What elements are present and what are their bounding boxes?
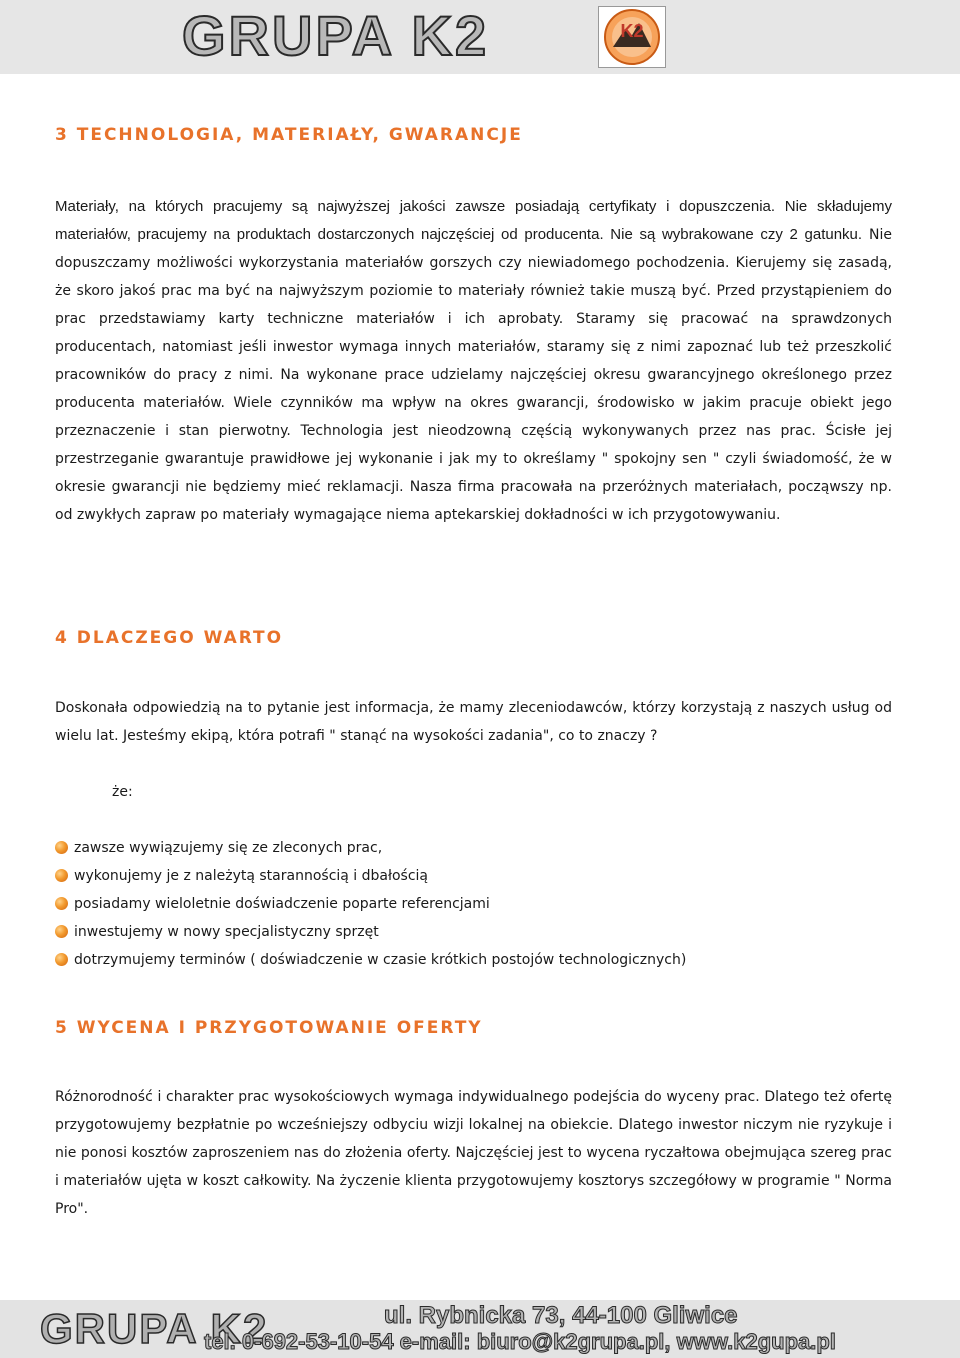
section-3-paragraph-part1: Materiały, na których pracujemy są najwyższej jakości zawsze posiadają certyfikaty i dopuszczenia. Nie składujemy materiałów, pracujemy na produktach dostarczonych najczęściej od producenta. Nie są wybrakowane czy 2 gatunku. [55, 198, 892, 243]
section-4-heading: 4 DLACZEGO WARTO [55, 628, 284, 648]
list-item: dotrzymujemy terminów ( doświadczenie w czasie krótkich postojów technologicznych) [55, 946, 686, 974]
section-5-heading: 5 WYCENA I PRZYGOTOWANIE OFERTY [55, 1018, 483, 1038]
list-item: inwestujemy w nowy specjalistyczny sprzęt [55, 918, 686, 946]
section-5-paragraph: Różnorodność i charakter prac wysokościowych wymaga indywidualnego podejścia do wyceny prac. Dlatego też ofertę przygotowujemy bezpłatnie po wcześniejszy odbyciu wizji lokalnej na obiekcie. Dlatego inwestor niczym nie ryzykuje i nie ponosi kosztów zaproszeniem nas do złożenia oferty. Najczęściej jest to wycena ryczałtowa obejmująca szereg prac i materiałów ujęta w koszt całkowity. Na życzenie klienta przygotowujemy kosztorys szczegółowy w programie " Norma Pro". [55, 1089, 892, 1217]
footer-address: ul. Rybnicka 73, 44-100 Gliwice [384, 1302, 738, 1329]
list-item: posiadamy wieloletnie doświadczenie poparte referencjami [55, 890, 686, 918]
section-3-heading: 3 TECHNOLOGIA, MATERIAŁY, GWARANCJE [55, 125, 523, 145]
footer-company-logo: GRUPA K2 [40, 1305, 269, 1352]
k2-badge-logo [598, 6, 666, 68]
page-footer [0, 1300, 960, 1358]
section-4-paragraph: Doskonała odpowiedzią na to pytanie jest informacja, że mamy zleceniodawców, którzy korzystają z naszych usług od wielu lat. Jesteśmy ekipą, która potrafi " stanąć na wysokości zadania", co to znaczy ? [55, 700, 892, 744]
footer-contact: tel. 0-692-53-10-54 e-mail: biuro@k2grupa.pl, www.k2gupa.pl [204, 1329, 836, 1354]
orange-bullet-icon [55, 897, 68, 910]
section-3-paragraph-part2: Nie dopuszczamy możliwości wykorzystania materiałów gorszych czy niewiadomego pochodzenia. Kierujemy się zasadą, że skoro jakoś prac ma być na najwyższym poziomie to materiały również takie muszą być. Przed przystąpieniem do prac przedstawiamy karty techniczne materiałów i ich aprobaty. Staramy się pracować na sprawdzonych producentach, natomiast jeśli inwestor wymaga innych materiałów, staramy się z nimi zapoznać lub też przeszkolić pracowników do pracy z nimi. Na wykonane prace udzielamy najczęściej okresu gwarancyjnego określonego przez producenta materiałów. Wiele czynników ma wpływ na okres gwarancji, środowisko w jakim pracuje obiekt jego przeznaczenie i stan pierwotny. Technologia jest nieodzowną częścią wykonywanych przez nas prac. Ścisłe jej przestrzeganie gwarantuje prawidłowe jej wykonanie i jak my to określamy " spokojny sen " czyli świadomość, że w okresie gwarancji nie będziemy mieć reklamacji. Nasza firma pracowała na przeróżnych materiałach, począwszy np. od zwykłych zapraw po materiały wymagające niema aptekarskiej dokładności w ich przygotowywaniu. [55, 227, 892, 523]
orange-bullet-icon [55, 841, 68, 854]
section-4-bullet-list [55, 834, 686, 974]
list-item: zawsze wywiązujemy się ze zleconych prac, [55, 834, 686, 862]
page-header [0, 0, 960, 74]
badge-label: K2 [620, 21, 644, 41]
orange-bullet-icon [55, 869, 68, 882]
orange-bullet-icon [55, 925, 68, 938]
company-logo: GRUPA K2 [182, 4, 490, 67]
section-4-intro: że: [112, 784, 133, 800]
section-3-paragraph [55, 193, 892, 529]
list-item: wykonujemy je z należytą starannością i dbałością [55, 862, 686, 890]
orange-bullet-icon [55, 953, 68, 966]
